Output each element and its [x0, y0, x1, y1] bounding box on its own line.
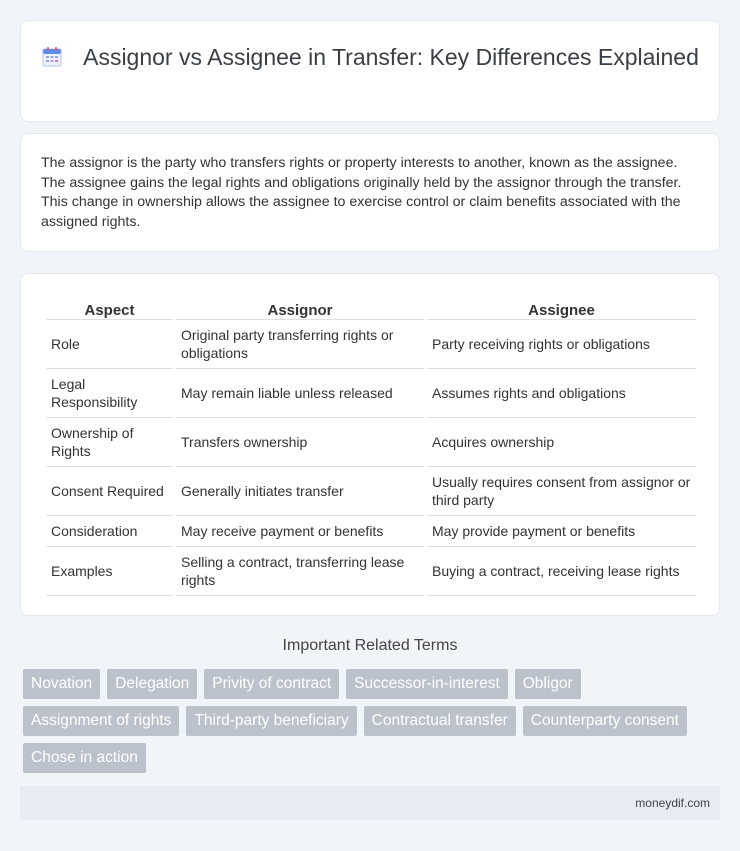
intro-card	[20, 133, 720, 252]
cell-aspect: Role	[46, 320, 173, 369]
cell-assignee: May provide payment or benefits	[427, 516, 696, 547]
related-terms-list	[23, 669, 723, 773]
intro-paragraph: The assignor is the party who transfers rights or property interests to another, known as the assignee. The assignee gains the legal rights and obligations originally held by the assignor through the transfer. This change in ownership allows the assignee to exercise control or claim benefits associated with the assigned rights.	[41, 155, 682, 230]
cell-assignee: Acquires ownership	[427, 418, 696, 467]
cell-assignor: Selling a contract, transferring lease rights	[176, 547, 424, 596]
tag-privity-of-contract[interactable]: Privity of contract	[204, 669, 339, 699]
cell-aspect: Consent Required	[46, 467, 173, 516]
cell-assignee: Party receiving rights or obligations	[427, 320, 696, 369]
cell-assignor: Transfers ownership	[176, 418, 424, 467]
cell-assignee: Assumes rights and obligations	[427, 369, 696, 418]
cell-aspect: Examples	[46, 547, 173, 596]
table-row	[46, 547, 696, 596]
related-terms-title: Important Related Terms	[282, 637, 458, 654]
table-row	[46, 516, 696, 547]
comparison-table	[43, 296, 699, 596]
cell-assignor: Generally initiates transfer	[176, 467, 424, 516]
table-row	[46, 467, 696, 516]
title-card	[20, 20, 720, 122]
table-row	[46, 418, 696, 467]
cell-assignor: May remain liable unless released	[176, 369, 424, 418]
footer-site: moneydif.com	[635, 796, 710, 810]
calendar-icon	[41, 46, 63, 68]
header-aspect: Aspect	[46, 296, 173, 320]
tag-chose-in-action[interactable]: Chose in action	[23, 743, 146, 773]
table-header-row	[46, 296, 696, 320]
tag-novation[interactable]: Novation	[23, 669, 100, 699]
table-row	[46, 369, 696, 418]
tag-counterparty-consent[interactable]: Counterparty consent	[523, 706, 687, 736]
footer-bar	[20, 786, 720, 820]
comparison-card	[20, 273, 720, 616]
table-row	[46, 320, 696, 369]
cell-assignor: May receive payment or benefits	[176, 516, 424, 547]
cell-assignee: Buying a contract, receiving lease rights	[427, 547, 696, 596]
tag-successor-in-interest[interactable]: Successor-in-interest	[346, 669, 508, 699]
cell-aspect: Ownership of Rights	[46, 418, 173, 467]
cell-assignor: Original party transferring rights or obligations	[176, 320, 424, 369]
tag-contractual-transfer[interactable]: Contractual transfer	[364, 706, 516, 736]
cell-aspect: Legal Responsibility	[46, 369, 173, 418]
tag-obligor[interactable]: Obligor	[515, 669, 581, 699]
page-title-wrap	[21, 43, 719, 72]
page-title: Assignor vs Assignee in Transfer: Key Differences Explained	[83, 44, 699, 70]
tag-assignment-of-rights[interactable]: Assignment of rights	[23, 706, 179, 736]
tag-third-party-beneficiary[interactable]: Third-party beneficiary	[186, 706, 356, 736]
header-assignor: Assignor	[176, 296, 424, 320]
cell-assignee: Usually requires consent from assignor or third party	[427, 467, 696, 516]
cell-aspect: Consideration	[46, 516, 173, 547]
header-assignee: Assignee	[427, 296, 696, 320]
tag-delegation[interactable]: Delegation	[107, 669, 197, 699]
